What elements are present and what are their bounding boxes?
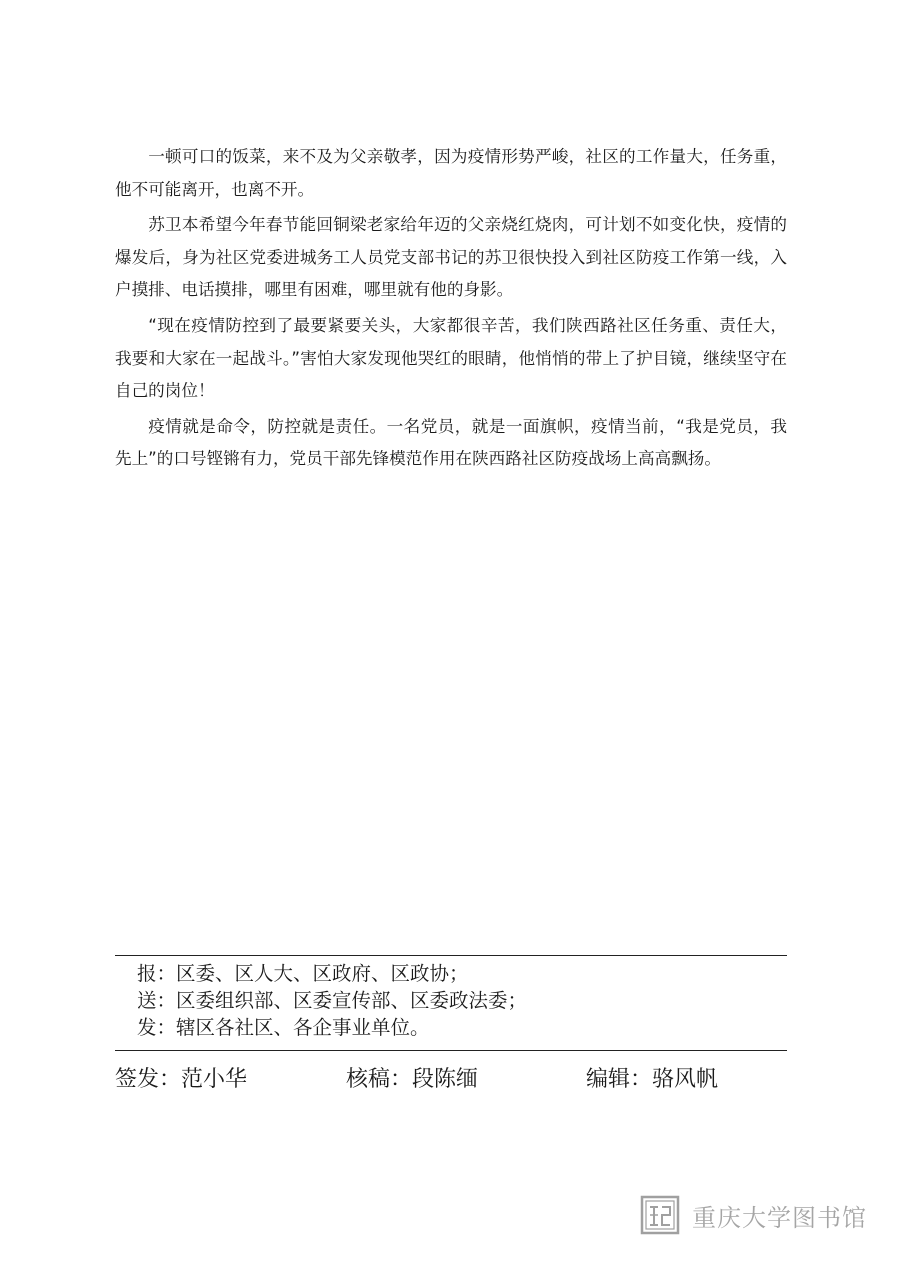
watermark-text: 重庆大学图书馆 xyxy=(692,1203,867,1232)
signature-row xyxy=(115,1063,787,1097)
paragraph-2: 苏卫本希望今年春节能回铜梁老家给年迈的父亲烧红烧肉，可计划不如变化快，疫情的爆发后，身为社区党委进城务工人员党支部书记的苏卫很快投入到社区防疫工作第一线，入户摸排、电话摸排，哪里有困难，哪里就有他的身影。 xyxy=(115,215,787,300)
library-watermark xyxy=(640,1193,867,1237)
article-body xyxy=(115,141,787,479)
distribution-list xyxy=(115,955,787,1051)
paragraph-3: “现在疫情防控到了最要紧要关头，大家都很辛苦，我们陕西路社区任务重、责任大，我要和大家在一起战斗。”害怕大家发现他哭红的眼睛，他悄悄的带上了护目镜，继续坚守在自己的岗位！ xyxy=(115,315,787,401)
distribution-send: 送：区委组织部、区委宣传部、区委政法委； xyxy=(137,989,528,1012)
distribution-report: 报：区委、区人大、区政府、区政协； xyxy=(137,962,469,985)
distribution-issue: 发：辖区各社区、各企事业单位。 xyxy=(137,1016,430,1039)
library-seal-icon xyxy=(640,1195,680,1235)
paragraph-4: 疫情就是命令，防控就是责任。一名党员，就是一面旗帜，疫情当前，“我是党员，我先上”的口号铿锵有力，党员干部先锋模范作用在陕西路社区防疫战场上高高飘扬。 xyxy=(115,416,787,469)
editor: 编辑：骆风帆 xyxy=(586,1067,719,1092)
paragraph-1: 一顿可口的饭菜，来不及为父亲敬孝，因为疫情形势严峻，社区的工作量大，任务重，他不可能离开，也离不开。 xyxy=(115,147,787,199)
signer: 签发：范小华 xyxy=(115,1067,248,1092)
reviewer: 核稿：段陈缅 xyxy=(346,1067,479,1092)
